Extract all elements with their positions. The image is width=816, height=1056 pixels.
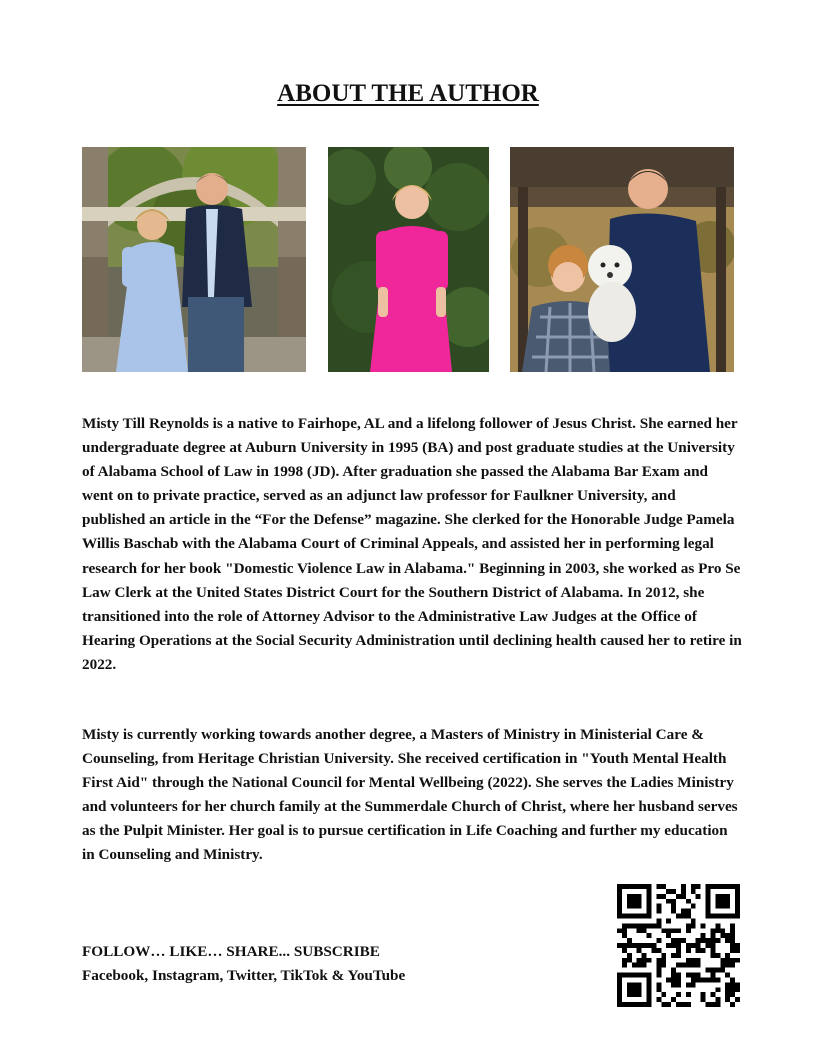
- social-platforms: Facebook, Instagram, Twitter, TikTok & YouTube: [82, 967, 406, 984]
- qr-code-icon[interactable]: [617, 884, 740, 1007]
- couple-with-dog-photo-icon: [510, 147, 734, 372]
- follow-tagline: FOLLOW… LIKE… SHARE... SUBSCRIBE: [82, 943, 380, 960]
- page-title: ABOUT THE AUTHOR: [277, 80, 539, 107]
- couple-photo-icon: [82, 147, 306, 372]
- woman-portrait-photo-icon: [328, 147, 489, 372]
- bio-paragraph-1: Misty Till Reynolds is a native to Fairhope, AL and a lifelong follower of Jesus Christ. She earned her undergraduate degree at Auburn University in 1995 (BA) and post graduate studies at the University of Alabama School of Law in 1998 (JD). After graduation she passed the Alabama Bar Exam and went on to private practice, served as an adjunct law professor for Faulkner University, and published an article in the “For the Defense” magazine. She clerked for the Honorable Judge Pamela Willis Baschab with the Alabama Court of Criminal Appeals, and assisted her in performing legal research for her book "Domestic Violence Law in Alabama." Beginning in 2003, she worked as Pro Se Law Clerk at the United States District Court for the Southern District of Alabama. In 2012, she transitioned into the role of Attorney Advisor to the Administrative Law Judges at the Office of Hearing Operations at the Social Security Administration until declining health caused her to retire in 2022.: [82, 415, 742, 673]
- bio-paragraph-2: Misty is currently working towards another degree, a Masters of Ministry in Ministerial Care & Counseling, from Heritage Christian University. She received certification in "Youth Mental Health First Aid" through the National Council for Mental Wellbeing (2022). She serves the Ladies Ministry and volunteers for her church family at the Summerdale Church of Christ, where her husband serves as the Pulpit Minister. Her goal is to pursue certification in Life Coaching and further my education in Counseling and Ministry.: [82, 726, 738, 864]
- social-follow-block: [82, 940, 582, 988]
